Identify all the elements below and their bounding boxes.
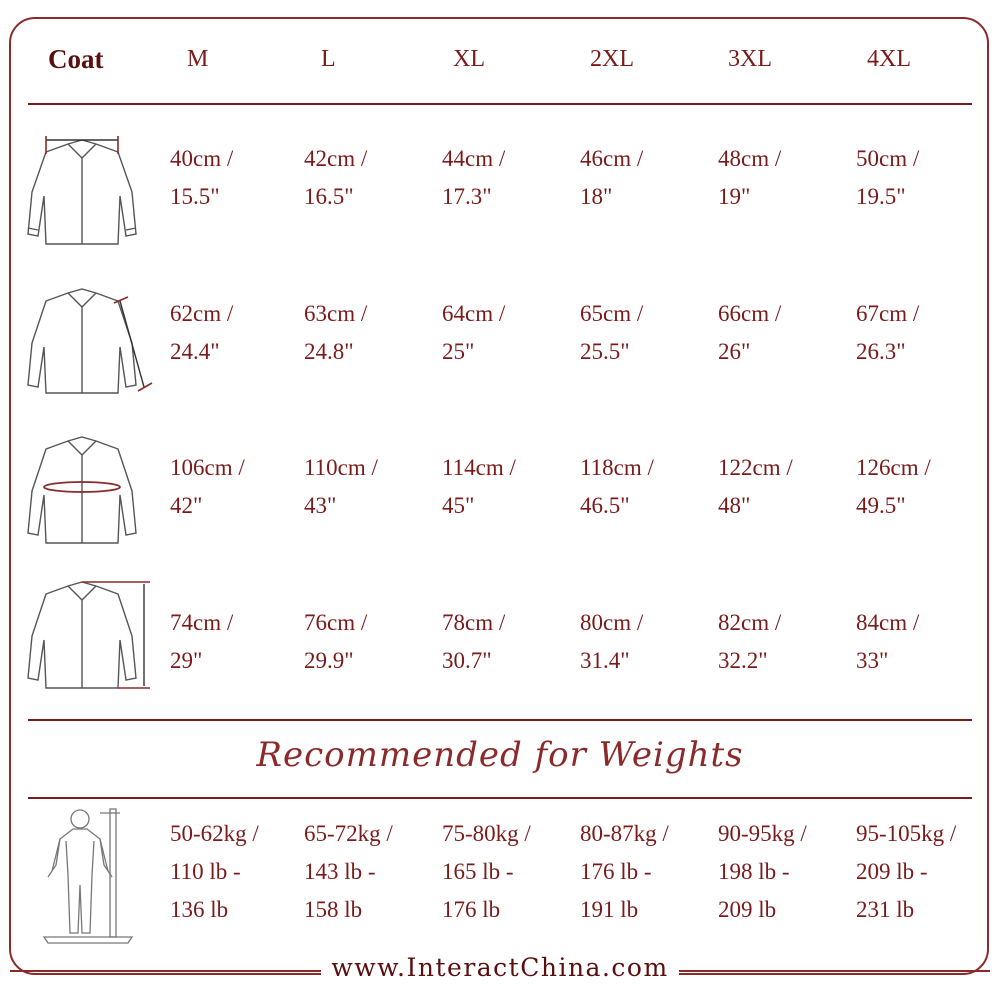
- cell-length-3xl: 82cm / 32.2": [718, 610, 782, 673]
- cell-length-4xl: 84cm / 33": [856, 610, 920, 673]
- chest-circumference-icon: [20, 435, 145, 550]
- cell-chest-2xl: 118cm / 46.5": [580, 455, 654, 518]
- cell-weight-4xl: 95-105kg / 209 lb - 231 lb: [856, 821, 957, 922]
- cell-sleeve-xl: 64cm / 25": [442, 301, 506, 364]
- cell-length-l: 76cm / 29.9": [304, 610, 368, 673]
- weights-divider: [28, 797, 972, 799]
- size-2xl: 2XL: [590, 46, 634, 72]
- cell-shoulder-l: 42cm / 16.5": [304, 146, 368, 209]
- cell-weight-3xl: 90-95kg / 198 lb - 209 lb: [718, 821, 807, 922]
- garment-title: Coat: [48, 44, 104, 74]
- cell-shoulder-3xl: 48cm / 19": [718, 146, 782, 209]
- cell-sleeve-2xl: 65cm / 25.5": [580, 301, 644, 364]
- shoulder-width-icon: [20, 132, 145, 252]
- cell-length-xl: 78cm / 30.7": [442, 610, 506, 673]
- cell-weight-2xl: 80-87kg / 176 lb - 191 lb: [580, 821, 669, 922]
- cell-length-m: 74cm / 29": [170, 610, 234, 673]
- cell-chest-3xl: 122cm / 48": [718, 455, 793, 518]
- size-m: M: [187, 46, 209, 72]
- cell-shoulder-2xl: 46cm / 18": [580, 146, 644, 209]
- cell-chest-m: 106cm / 42": [170, 455, 245, 518]
- cell-length-2xl: 80cm / 31.4": [580, 610, 644, 673]
- size-xl: XL: [453, 46, 485, 72]
- cell-shoulder-xl: 44cm / 17.3": [442, 146, 506, 209]
- sleeve-length-icon: [20, 285, 155, 400]
- cell-weight-l: 65-72kg / 143 lb - 158 lb: [304, 821, 393, 922]
- cell-chest-l: 110cm / 43": [304, 455, 378, 518]
- cell-shoulder-4xl: 50cm / 19.5": [856, 146, 920, 209]
- size-4xl: 4XL: [867, 46, 911, 72]
- weights-heading: Recommended for Weights: [256, 735, 744, 775]
- cell-weight-m: 50-62kg / 110 lb - 136 lb: [170, 821, 259, 922]
- cell-sleeve-4xl: 67cm / 26.3": [856, 301, 920, 364]
- size-l: L: [321, 46, 336, 72]
- person-height-icon: [40, 805, 140, 945]
- cell-sleeve-3xl: 66cm / 26": [718, 301, 782, 364]
- header-divider: [28, 103, 972, 105]
- cell-chest-xl: 114cm / 45": [442, 455, 516, 518]
- table-divider: [28, 719, 972, 721]
- size-3xl: 3XL: [728, 46, 772, 72]
- cell-sleeve-m: 62cm / 24.4": [170, 301, 234, 364]
- cell-chest-4xl: 126cm / 49.5": [856, 455, 931, 518]
- footer: [0, 953, 1000, 989]
- cell-sleeve-l: 63cm / 24.8": [304, 301, 368, 364]
- cell-shoulder-m: 40cm / 15.5": [170, 146, 234, 209]
- size-header: [0, 40, 1000, 80]
- coat-length-icon: [20, 580, 155, 695]
- cell-weight-xl: 75-80kg / 165 lb - 176 lb: [442, 821, 531, 922]
- website-url: www.InteractChina.com: [321, 953, 678, 982]
